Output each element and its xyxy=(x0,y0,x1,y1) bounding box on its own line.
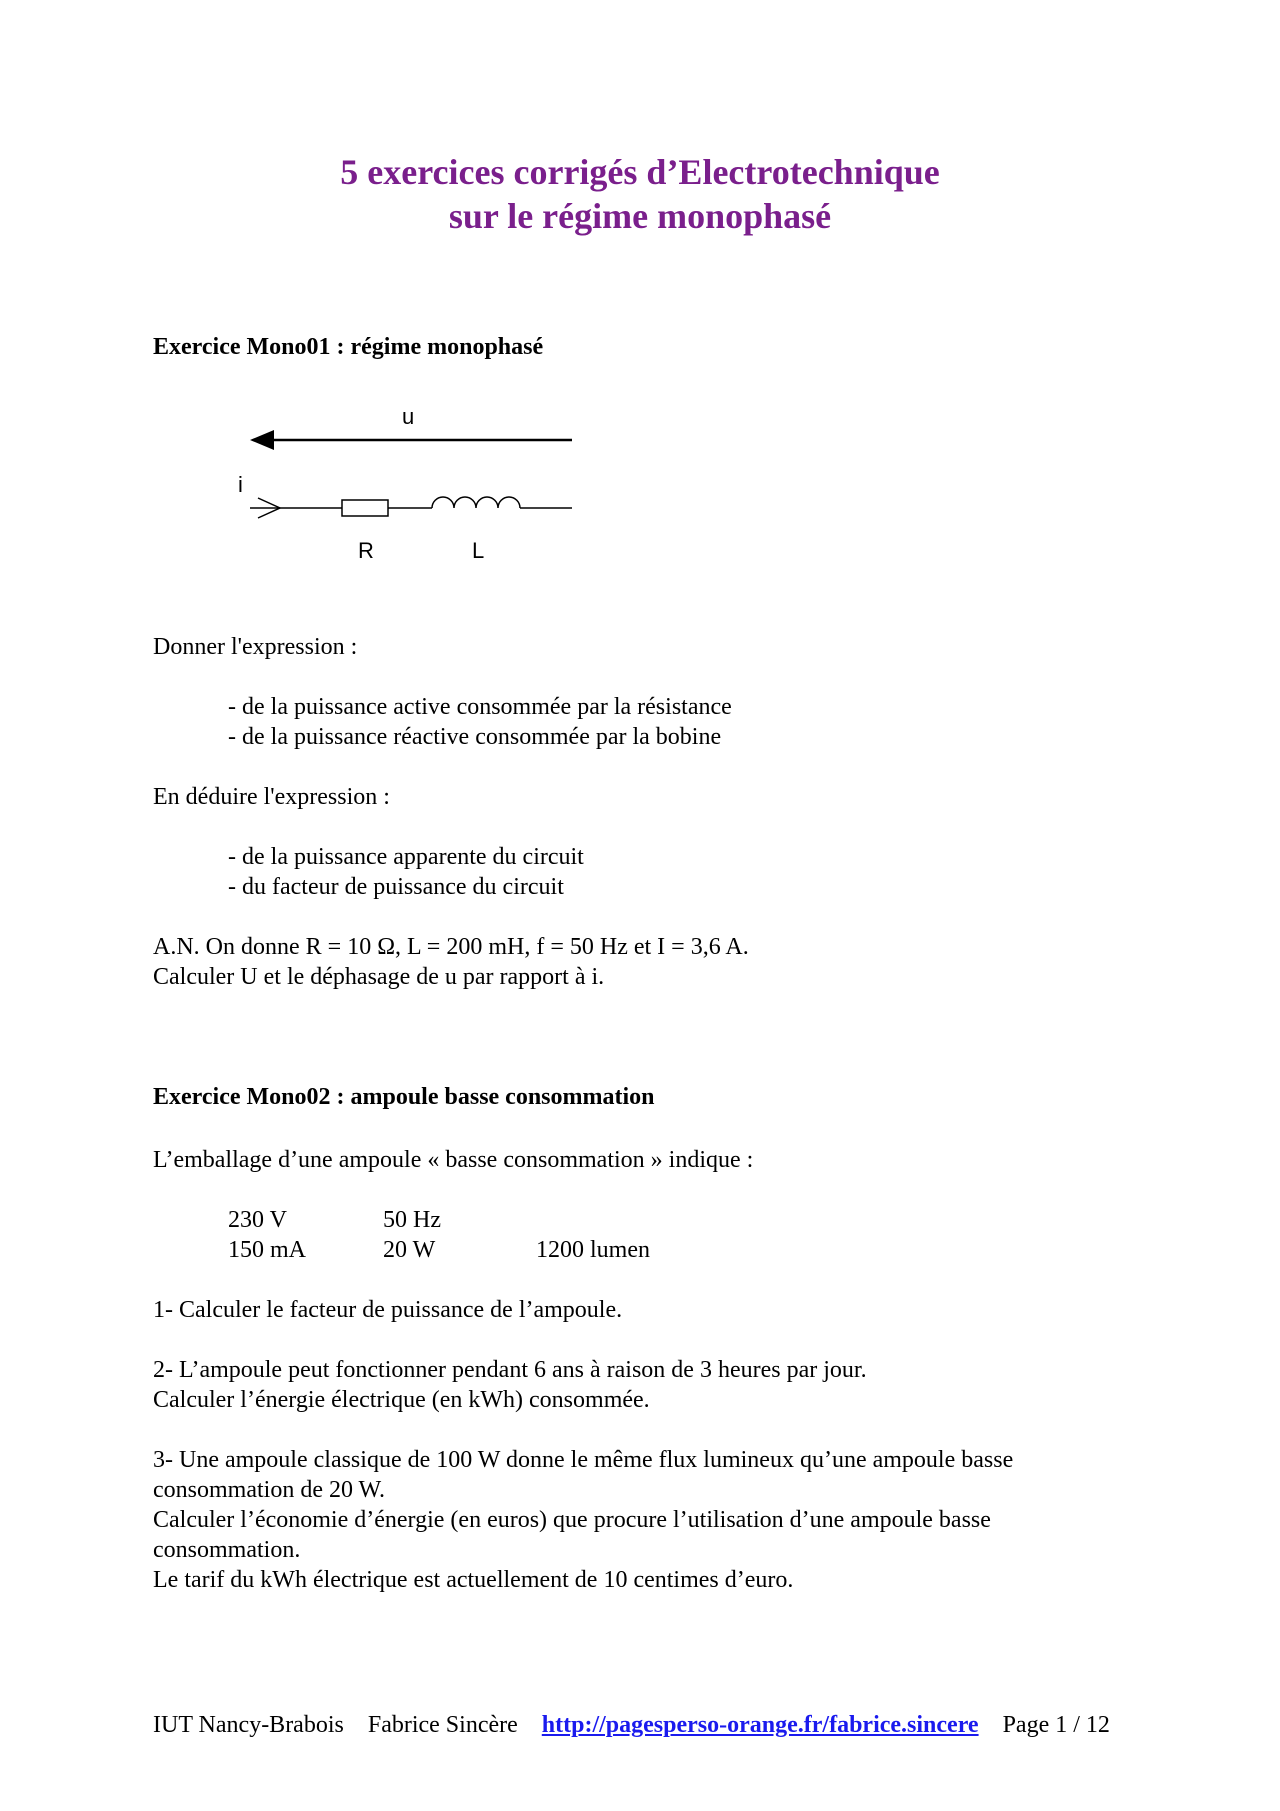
ex2-question-2b: Calculer l’énergie électrique (en kWh) consommée. xyxy=(153,1387,650,1413)
ex2-question-3e: Le tarif du kWh électrique est actuellement de 10 centimes d’euro. xyxy=(153,1567,794,1593)
ex2-question-3a: 3- Une ampoule classique de 100 W donne le même flux lumineux qu’une ampoule basse xyxy=(153,1447,1014,1473)
footer-organization: IUT Nancy-Brabois xyxy=(153,1712,344,1738)
ex1-item-3: - de la puissance apparente du circuit xyxy=(228,844,584,870)
ex2-question-3c: Calculer l’économie d’énergie (en euros) que procure l’utilisation d’une ampoule basse xyxy=(153,1507,991,1533)
ex2-question-1: 1- Calculer le facteur de puissance de l’ampoule. xyxy=(153,1297,623,1323)
spec-luminous-flux: 1200 lumen xyxy=(536,1237,650,1263)
spec-frequency: 50 Hz xyxy=(383,1207,441,1233)
ex1-item-4: - du facteur de puissance du circuit xyxy=(228,874,564,900)
ex1-item-2: - de la puissance réactive consommée par la bobine xyxy=(228,724,722,750)
spec-voltage: 230 V xyxy=(228,1207,287,1233)
ex1-instruction-1: Donner l'expression : xyxy=(153,634,358,660)
voltage-arrow-head xyxy=(250,430,274,450)
ex1-item-1: - de la puissance active consommée par la résistance xyxy=(228,694,732,720)
page-footer xyxy=(153,1710,1110,1740)
inductor-coil xyxy=(432,497,520,508)
footer-author: Fabrice Sincère xyxy=(367,1712,518,1738)
ex2-intro: L’emballage d’une ampoule « basse consommation » indique : xyxy=(153,1147,754,1173)
resistor-label: R xyxy=(358,538,374,563)
ex2-question-3d: consommation. xyxy=(153,1537,301,1563)
ex1-instruction-2: En déduire l'expression : xyxy=(153,784,390,810)
current-label: i xyxy=(238,472,243,497)
footer-website-link[interactable]: http://pagesperso-orange.fr/fabrice.sincere xyxy=(541,1712,979,1738)
ex1-question: Calculer U et le déphasage de u par rapport à i. xyxy=(153,964,605,990)
voltage-label: u xyxy=(402,404,415,429)
exercise-2-heading: Exercice Mono02 : ampoule basse consommation xyxy=(153,1084,655,1110)
title-line-1: 5 exercices corrigés d’Electrotechnique xyxy=(340,152,940,192)
spec-power: 20 W xyxy=(383,1237,436,1263)
inductor-label: L xyxy=(472,538,485,563)
document-title xyxy=(0,150,1280,238)
ex1-numeric-data: A.N. On donne R = 10 Ω, L = 200 mH, f = 50 Hz et I = 3,6 A. xyxy=(153,934,749,960)
ex2-question-2a: 2- L’ampoule peut fonctionner pendant 6 ans à raison de 3 heures par jour. xyxy=(153,1357,867,1383)
footer-page-number: Page 1 / 12 xyxy=(1002,1712,1110,1738)
spec-current: 150 mA xyxy=(228,1237,306,1263)
title-line-2: sur le régime monophasé xyxy=(448,196,832,236)
rl-circuit-diagram xyxy=(230,400,600,580)
ex2-question-3b: consommation de 20 W. xyxy=(153,1477,385,1503)
resistor xyxy=(342,500,388,516)
exercise-1-heading: Exercice Mono01 : régime monophasé xyxy=(153,334,544,360)
